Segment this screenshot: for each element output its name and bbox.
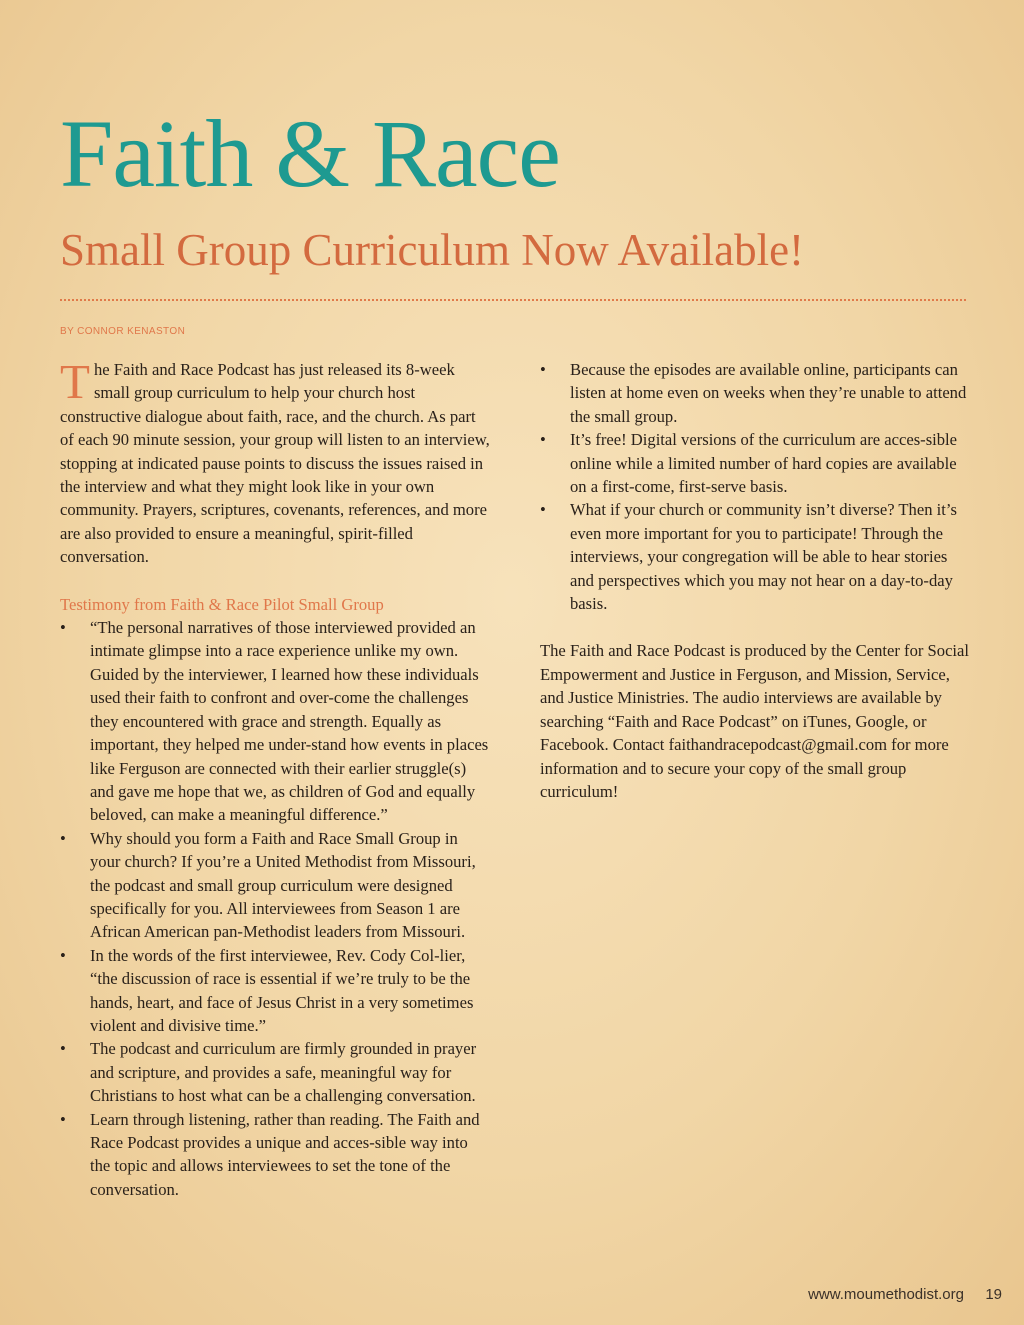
testimony-heading: Testimony from Faith & Race Pilot Small Group [60, 594, 384, 614]
list-item-text: Because the episodes are available online, participants can listen at home even on weeks when they’re unable to attend the small group. [570, 360, 967, 426]
intro-paragraph [60, 354, 490, 569]
list-item-text: Why should you form a Faith and Race Small Group in your church? If you’re a United Methodist from Missouri, the podcast and small group curriculum were designed specifically for you. All interviewees from Season 1 are African American pan-Methodist leaders from Missouri. [90, 828, 476, 942]
bullet-icon: • [60, 945, 66, 965]
bullet-icon: • [60, 1109, 66, 1129]
benefits-list [540, 358, 970, 615]
list-item-text: In the words of the first interviewee, Rev. Cody Col-lier, “the discussion of race is essential if we’re truly to be the hands, heart, and face of Jesus Christ in a very sometimes violent and divisive time.” [90, 945, 474, 1035]
page-subtitle: Small Group Curriculum Now Available! [60, 225, 805, 275]
page-number: 19 [985, 1286, 1002, 1303]
list-item-text: The podcast and curriculum are firmly grounded in prayer and scripture, and provides a safe, meaningful way for Christians to host what can be a challenging conversation. [90, 1039, 477, 1106]
list-item [60, 827, 490, 944]
drop-cap: T [60, 354, 90, 409]
bullet-icon: • [60, 1039, 66, 1059]
bullet-icon: • [540, 430, 546, 450]
list-item [60, 944, 490, 1038]
list-item [540, 428, 970, 498]
dotted-divider [60, 299, 966, 301]
bullet-icon: • [540, 500, 546, 520]
list-item [60, 1108, 490, 1202]
list-item-text: It’s free! Digital versions of the curriculum are acces-sible online while a limited number of hard copies are available on a first-come, first-serve basis. [570, 430, 958, 497]
closing-paragraph: The Faith and Race Podcast is produced by the Center for Social Empowerment and Justice in Ferguson, and Mission, Service, and Justice Ministries. The audio interviews are available by searching “Faith and Race Podcast” on iTunes, Google, or Facebook. Contact faithandracepodcast@gmail.com for more information and to secure your copy of the small group curriculum! [540, 641, 970, 801]
intro-text: he Faith and Race Podcast has just released its 8-week small group curriculum to help your church host constructive dialogue about faith, race, and the church. As part of each 90 minute session, your group will listen to an interview, stopping at indicated pause points to discuss the issues raised in the interview and what they might look like in your own community. Prayers, scriptures, covenants, references, and more are also provided to ensure a meaningful, spirit-filled conversation. [60, 360, 490, 567]
list-item [540, 358, 970, 428]
byline: BY CONNOR KENASTON [60, 326, 186, 337]
left-column [60, 354, 490, 1201]
list-item-text: Learn through listening, rather than reading. The Faith and Race Podcast provides a unique and acces-sible way into the topic and allows interviewees to set the tone of the conversation. [90, 1109, 480, 1199]
list-item [540, 498, 970, 615]
bullet-icon: • [60, 618, 66, 638]
bullet-icon: • [540, 360, 546, 379]
right-column [540, 358, 970, 803]
page-title: Faith & Race [60, 100, 560, 207]
list-item-text: “The personal narratives of those interviewed provided an intimate glimpse into a race experience unlike my own. Guided by the interviewer, I learned how these individuals used their faith to confront and over-come the challenges they encountered with grace and strength. Equally as important, they helped me under-stand how events in places like Ferguson are connected with their earlier struggle(s) and gave me hope that we, as children of God and equally beloved, can make a meaningful difference.” [90, 618, 489, 825]
list-item-text: What if your church or community isn’t diverse? Then it’s even more important for you to participate! Through the interviews, your congregation will be able to hear stories and perspectives which you may not hear on a day-to-day basis. [570, 500, 957, 614]
list-item [60, 1037, 490, 1107]
bullet-icon: • [60, 828, 66, 848]
testimony-list [60, 616, 490, 1201]
footer-url: www.moumethodist.org [808, 1286, 964, 1303]
list-item [60, 616, 490, 827]
